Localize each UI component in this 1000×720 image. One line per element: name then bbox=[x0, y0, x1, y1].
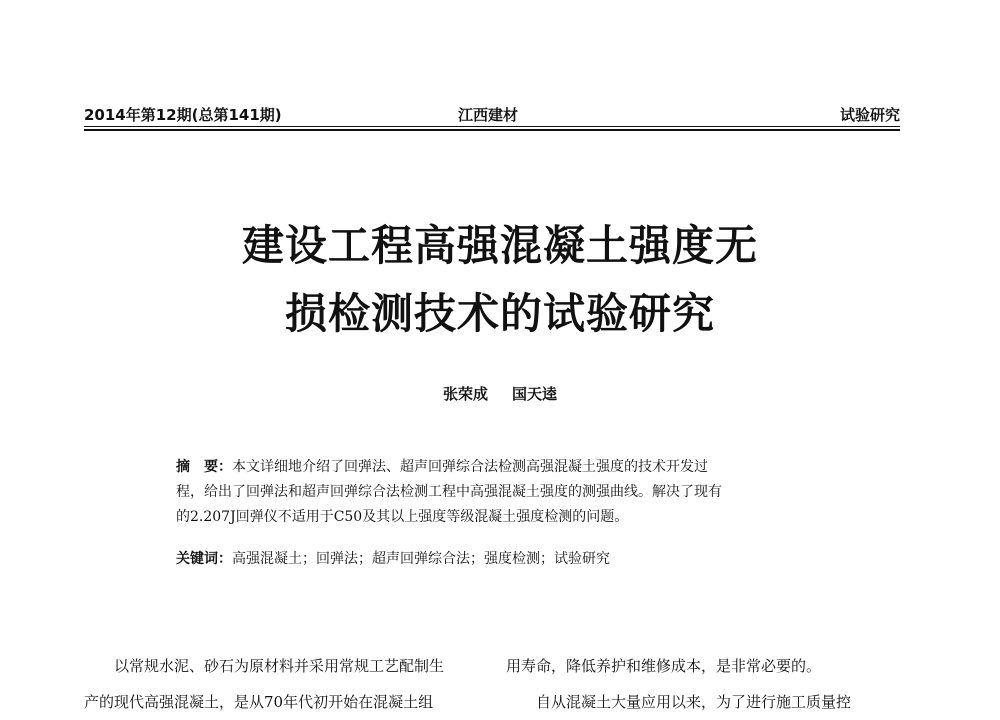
body-line: 产的现代高强混凝土，是从70年代初开始在混凝土组 bbox=[84, 693, 434, 711]
author-name: 张荣成 bbox=[442, 385, 488, 403]
body-line: 自从混凝土大量应用以来，为了进行施工质量控 bbox=[536, 693, 852, 711]
abstract-line-1 bbox=[176, 455, 811, 480]
header-rule-thick bbox=[84, 129, 900, 131]
author-list bbox=[0, 383, 1000, 404]
body-line: 以常规水泥、砂石为原材料并采用常规工艺配制生 bbox=[114, 657, 445, 675]
header-rule bbox=[84, 126, 900, 127]
abstract-text: 本文详细地介绍了回弹法、超声回弹综合法检测高强混凝土强度的技术开发过 bbox=[232, 459, 708, 475]
journal-name: 江西建材 bbox=[458, 106, 519, 124]
title-line-1: 建设工程高强混凝土强度无 bbox=[241, 221, 758, 270]
abstract bbox=[176, 455, 811, 530]
keywords bbox=[176, 548, 811, 568]
body-line: 用寿命，降低养护和维修成本，是非常必要的。 bbox=[506, 657, 822, 675]
abstract-line-3: 的2.207J回弹仪不适用于C50及其以上强度等级混凝土强度检测的问题。 bbox=[176, 509, 629, 525]
issue-info: 2014年第12期(总第141期) bbox=[84, 106, 282, 124]
body-column-left bbox=[84, 648, 482, 720]
section-name: 试验研究 bbox=[839, 106, 900, 124]
title-line-2: 损检测技术的试验研究 bbox=[284, 289, 715, 338]
keywords-text: 高强混凝土；回弹法；超声回弹综合法；强度检测；试验研究 bbox=[232, 551, 610, 567]
abstract-label: 摘 要： bbox=[176, 459, 232, 475]
author-name: 国天逵 bbox=[512, 385, 558, 403]
keywords-label: 关键词： bbox=[176, 551, 232, 567]
body-column-right bbox=[506, 648, 904, 720]
abstract-line-2: 程，给出了回弹法和超声回弹综合法检测工程中高强混凝土强度的测强曲线。解决了现有 bbox=[176, 484, 722, 500]
